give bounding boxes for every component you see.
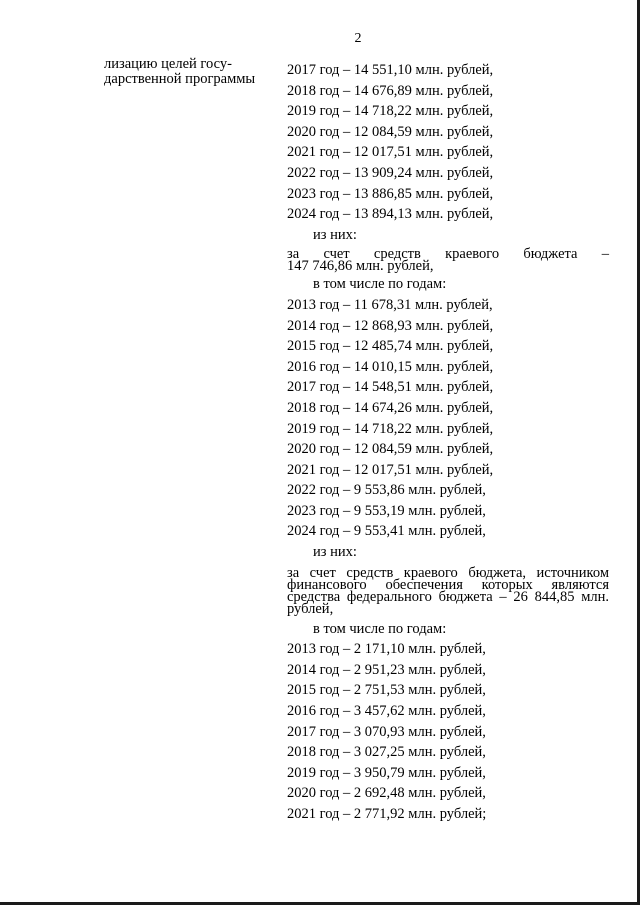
funding-line: 2014 год – 2 951,23 млн. рублей, [287, 661, 486, 678]
funding-line: 2022 год – 9 553,86 млн. рублей, [287, 482, 486, 499]
funding-line: 2023 год – 13 886,85 млн. рублей, [287, 185, 494, 202]
paragraph-line: 147 746,86 млн. рублей, [287, 258, 434, 275]
row-label-line: лизацию целей госу- [104, 56, 232, 72]
subheading-by-years: в том числе по годам: [313, 276, 447, 293]
paragraph-line: финансового обеспечения которых являются [287, 576, 609, 593]
funding-line: 2016 год – 3 457,62 млн. рублей, [287, 703, 486, 720]
subheading-by-years: в том числе по годам: [313, 620, 447, 637]
funding-line: 2021 год – 12 017,51 млн. рублей, [287, 461, 494, 478]
funding-text [287, 60, 609, 825]
funding-line: 2017 год – 14 548,51 млн. рублей, [287, 379, 494, 396]
row-label-line: дарственной программы [104, 71, 256, 87]
funding-line: 2024 год – 13 894,13 млн. рублей, [287, 206, 494, 223]
funding-line: 2020 год – 2 692,48 млн. рублей, [287, 785, 486, 802]
funding-line: 2021 год – 2 771,92 млн. рублей; [287, 806, 487, 822]
funding-line: 2020 год – 12 084,59 млн. рублей, [287, 123, 494, 140]
page-number: 2 [354, 31, 362, 46]
federal-budget-paragraph [287, 564, 609, 617]
funding-line: 2019 год – 3 950,79 млн. рублей, [287, 764, 486, 781]
funding-line: 2018 год – 14 676,89 млн. рублей, [287, 82, 494, 99]
funding-line: 2023 год – 9 553,19 млн. рублей, [287, 502, 486, 519]
funding-line: 2013 год – 2 171,10 млн. рублей, [287, 641, 486, 658]
funding-line: 2019 год – 14 718,22 млн. рублей, [287, 420, 494, 437]
funding-line: 2015 год – 2 751,53 млн. рублей, [287, 682, 486, 699]
regional-budget-paragraph [287, 246, 609, 275]
paragraph-line: средства федерального бюджета – 26 844,85 млн. [287, 588, 609, 605]
subheading-iz-nih: из них: [313, 544, 357, 561]
paragraph-line: за счет средств краевого бюджета, источником [287, 564, 609, 581]
funding-line: 2021 год – 12 017,51 млн. рублей, [287, 144, 494, 161]
row-label [104, 57, 279, 87]
funding-line: 2013 год – 11 678,31 млн. рублей, [287, 296, 493, 313]
paragraph-line: за счет средств краевого бюджета – [287, 246, 609, 263]
funding-line: 2017 год – 3 070,93 млн. рублей, [287, 723, 486, 740]
funding-line: 2015 год – 12 485,74 млн. рублей, [287, 338, 494, 355]
funding-line: 2018 год – 14 674,26 млн. рублей, [287, 399, 494, 416]
paragraph-line: рублей, [287, 600, 334, 617]
subheading-iz-nih: из них: [313, 226, 357, 243]
funding-line: 2022 год – 13 909,24 млн. рублей, [287, 164, 494, 181]
funding-line: 2016 год – 14 010,15 млн. рублей, [287, 358, 494, 375]
funding-line: 2024 год – 9 553,41 млн. рублей, [287, 523, 486, 540]
funding-line: 2018 год – 3 027,25 млн. рублей, [287, 744, 486, 761]
funding-line: 2020 год – 12 084,59 млн. рублей, [287, 441, 494, 458]
funding-line: 2014 год – 12 868,93 млн. рублей, [287, 317, 494, 334]
funding-line: 2017 год – 14 551,10 млн. рублей, [287, 62, 494, 78]
funding-line: 2019 год – 14 718,22 млн. рублей, [287, 103, 494, 120]
